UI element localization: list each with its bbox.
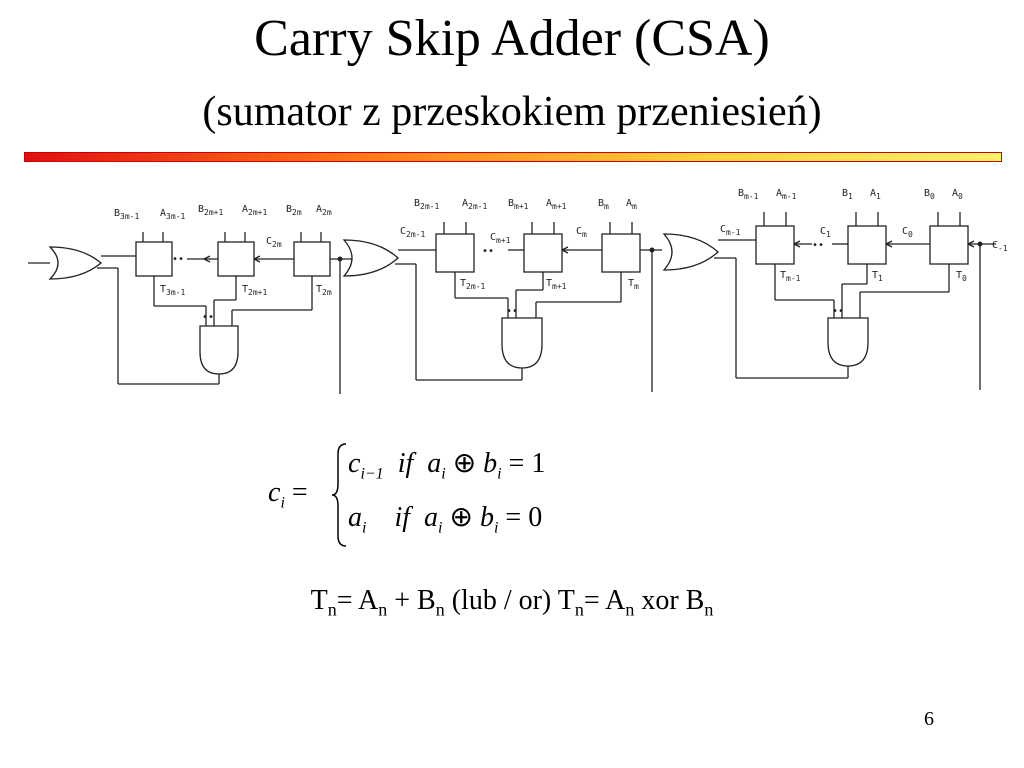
dots-and-3: •• [832,306,845,317]
label-tm1p: $T_{m+1}$ [546,278,567,291]
label-a1: $A_1$ [870,188,881,201]
label-a3m1: $A_{3m-1}$ [160,208,186,221]
or-gate-block2 [344,240,398,276]
curly-brace [330,440,348,550]
adder-cell-2m [294,242,330,276]
label-bm: $B_m$ [598,198,609,211]
label-a2m: $A_{2m}$ [316,204,332,217]
label-tm: $T_m$ [628,278,639,291]
label-cm1: $C_{m-1}$ [720,224,741,237]
label-cm: $C_m$ [576,226,587,239]
label-b2m1p: $B_{2m+1}$ [198,204,224,217]
label-a0: $A_0$ [952,188,963,201]
dots-and-1: •• [202,312,215,323]
adder-cell-1 [848,226,886,264]
dots-2: •• [482,246,495,257]
label-a2m1p: $A_{2m+1}$ [242,204,268,217]
label-c0: $C_0$ [902,226,913,239]
carry-formula [260,440,620,550]
and-gate-block1 [200,326,238,374]
label-t2m: $T_{2m}$ [316,284,332,297]
and-gate-block3 [828,318,868,366]
label-bm1p: $B_{m+1}$ [508,198,529,211]
label-b2m: $B_{2m}$ [286,204,302,217]
carry-skip-adder-diagram [0,178,1024,398]
label-a2m1: $A_{2m-1}$ [462,198,488,211]
label-t1: $T_1$ [872,270,883,283]
adder-cell-2m+1 [218,242,254,276]
page-number: 6 [924,708,934,730]
dots-3: •• [812,240,825,251]
label-bm1: $B_{m-1}$ [738,188,759,201]
label-b2m1: $B_{2m-1}$ [414,198,440,211]
adder-cell-0 [930,226,968,264]
label-am1p: $A_{m+1}$ [546,198,567,211]
label-t0: $T_0$ [956,270,967,283]
dots-and-2: •• [506,306,519,317]
formula-lhs: $c_i$ = [268,477,308,512]
label-t2m1: $T_{2m-1}$ [460,278,486,291]
label-c1: $C_1$ [820,226,831,239]
label-c2m: $C_{2m}$ [266,236,282,249]
label-t3m1: $T_{3m-1}$ [160,284,186,297]
label-b3m1: $B_{3m-1}$ [114,208,140,221]
label-am1: $A_{m-1}$ [776,188,797,201]
label-am: $A_m$ [626,198,637,211]
adder-cell-3m-1 [136,242,172,276]
label-tm1: $T_{m-1}$ [780,270,801,283]
label-cm1p: $C_{m+1}$ [490,232,511,245]
tn-definition: $T_n= A_n + B_n$ (lub / or) $T_n= A_n$ xor $B_n$ [310,585,714,620]
adder-cell-m-1 [756,226,794,264]
formula-case-2: $a_i$ if $a_i$ ⊕ $b_i = 0$ [348,502,543,537]
adder-cell-m [602,234,640,272]
label-t2m1p: $T_{2m+1}$ [242,284,268,297]
dots-1: •• [172,254,185,265]
label-cneg1: $C_{-1}$ [992,240,1008,253]
slide-title: Carry Skip Adder (CSA) [254,10,770,67]
label-c2m1: $C_{2m-1}$ [400,226,426,239]
formula-case-1: $c_{i-1}$ if $a_i$ ⊕ $b_i = 1$ [348,448,546,483]
or-gate-block3 [664,234,718,270]
title-underline [24,152,1002,162]
adder-cell-m+1 [524,234,562,272]
and-gate-block2 [502,318,542,368]
label-b1: $B_1$ [842,188,853,201]
adder-cell-2m-1 [436,234,474,272]
slide-subtitle: (sumator z przeskokiem przeniesień) [202,89,822,135]
label-b0: $B_0$ [924,188,935,201]
or-gate-block1 [50,247,101,279]
